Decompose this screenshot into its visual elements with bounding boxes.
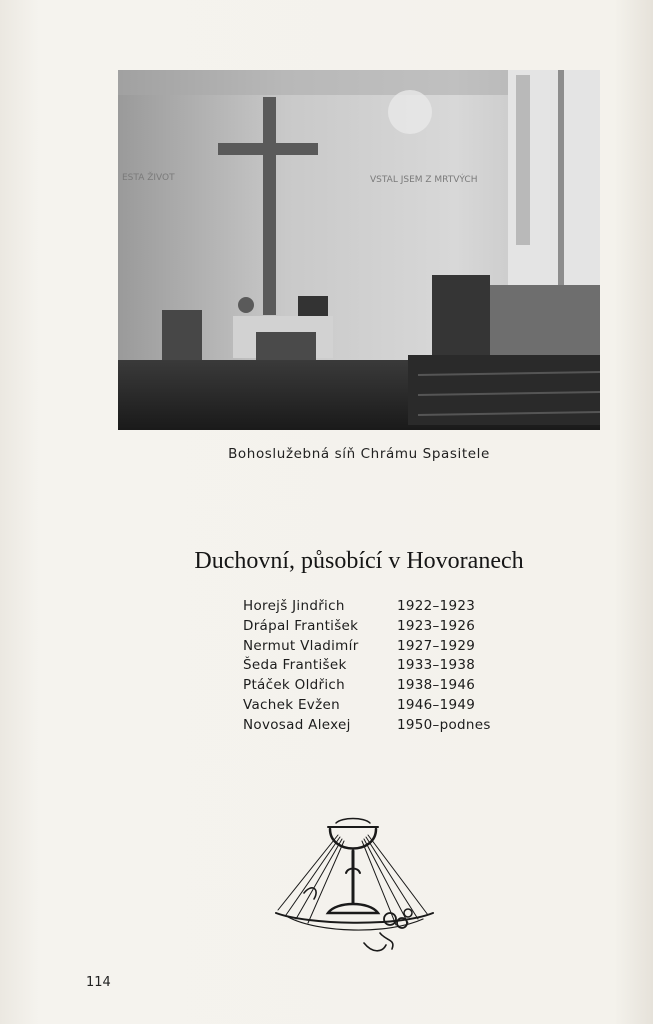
list-item — [243, 696, 523, 716]
clergy-years: 1946–1949 — [397, 696, 476, 713]
clergy-name: Ptáček Oldřich — [243, 677, 345, 694]
church-interior-photo — [118, 70, 600, 430]
clergy-years: 1933–1938 — [397, 657, 476, 674]
page-number: 114 — [86, 975, 111, 990]
list-item — [243, 676, 523, 696]
clergy-name: Nermut Vladimír — [243, 637, 359, 654]
wall-lettering-left: ESTA ŽIVOT — [122, 173, 175, 183]
clergy-name: Horejš Jindřich — [243, 598, 345, 614]
clergy-years: 1938–1946 — [397, 677, 476, 694]
photo-caption: Bohoslužebná síň Chrámu Spasitele — [228, 446, 490, 462]
clergy-years: 1922–1923 — [397, 598, 476, 614]
clergy-years: 1923–1926 — [397, 617, 476, 634]
chalice-icon — [268, 815, 438, 960]
clergy-name: Novosad Alexej — [243, 716, 351, 733]
clergy-years: 1927–1929 — [397, 637, 476, 654]
list-item — [243, 656, 523, 676]
clergy-name: Drápal František — [243, 617, 359, 634]
clergy-name: Vachek Evžen — [243, 696, 340, 713]
list-item — [243, 716, 523, 736]
list-item — [243, 637, 523, 657]
section-heading: Duchovní, působící v Hovoranech — [194, 548, 524, 574]
list-item — [243, 597, 523, 617]
clergy-list — [243, 597, 523, 736]
wall-lettering-right: VSTAL JSEM Z MRTVÝCH — [370, 175, 478, 185]
list-item — [243, 617, 523, 637]
clergy-name: Šeda František — [243, 657, 347, 674]
clergy-years: 1950–podnes — [397, 716, 491, 733]
